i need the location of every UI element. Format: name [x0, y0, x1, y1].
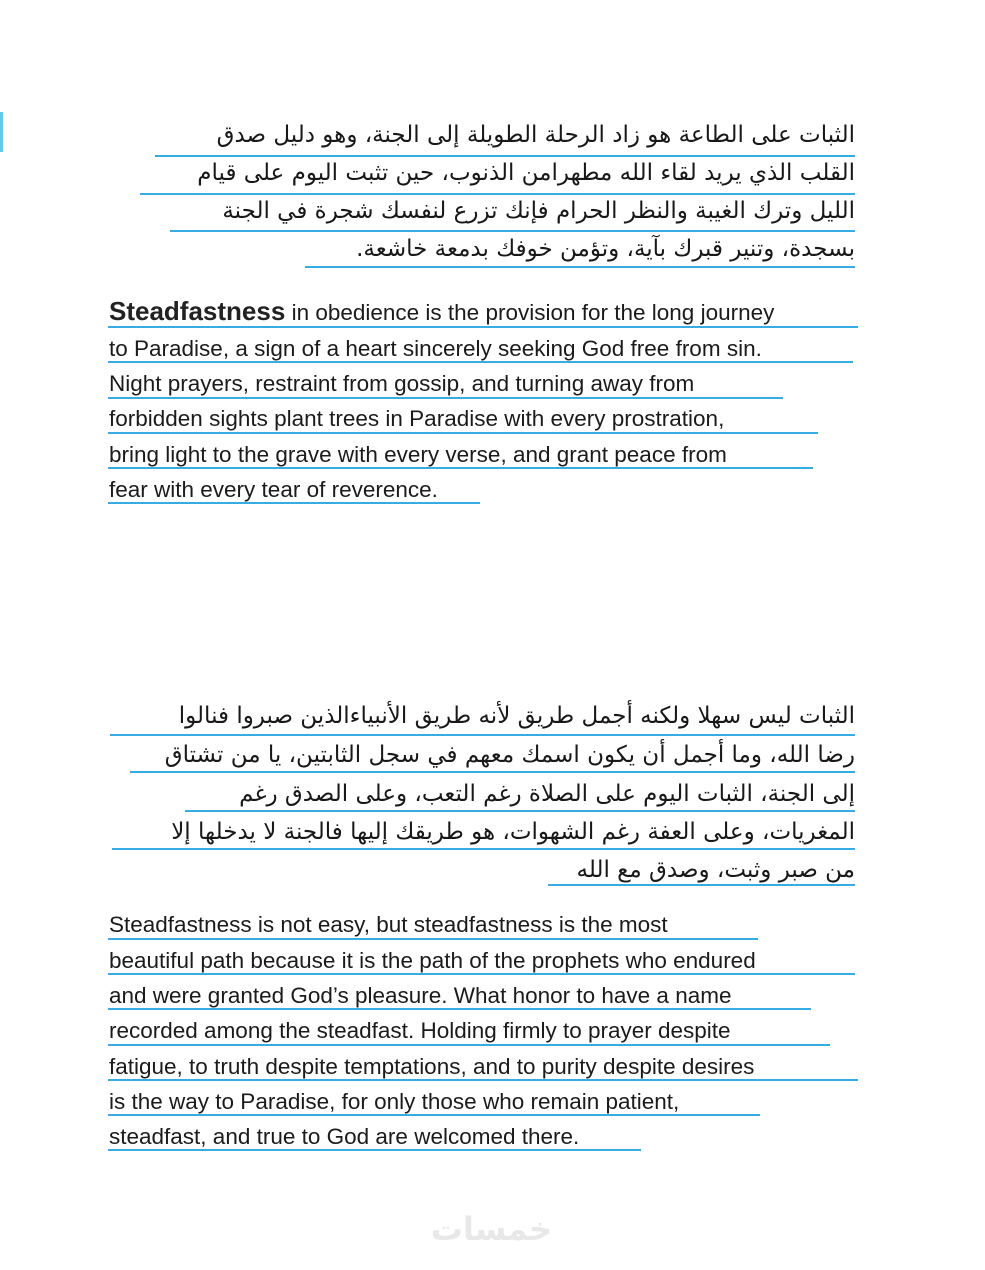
- highlight-underline: [108, 973, 855, 975]
- english-line: bring light to the grave with every verse, and grant peace from: [109, 442, 727, 467]
- highlight-underline: [548, 884, 855, 886]
- paragraph-lead-word: Steadfastness: [109, 296, 286, 326]
- english-line: Steadfastness in obedience is the provision for the long journey: [109, 296, 775, 326]
- english-line: is the way to Paradise, for only those who remain patient,: [109, 1089, 680, 1114]
- arabic-line: المغريات، وعلى العفة رغم الشهوات، هو طريقك إليها فالجنة لا يدخلها إلا: [171, 819, 855, 845]
- highlight-underline: [108, 1114, 760, 1116]
- highlight-underline: [108, 1044, 830, 1046]
- english-line: forbidden sights plant trees in Paradise with every prostration,: [109, 406, 725, 431]
- highlight-underline: [108, 1079, 858, 1081]
- english-line: recorded among the steadfast. Holding firmly to prayer despite: [109, 1018, 731, 1043]
- arabic-line: الثبات ليس سهلا ولكنه أجمل طريق لأنه طريق الأنبياءالذين صبروا فنالوا: [178, 703, 855, 729]
- highlight-underline: [155, 155, 855, 157]
- highlight-underline: [108, 361, 853, 363]
- highlight-underline: [108, 502, 480, 504]
- highlight-underline: [108, 1149, 641, 1151]
- arabic-line: بسجدة، وتنير قبرك بآية، وتؤمن خوفك بدمعة خاشعة.: [356, 236, 855, 262]
- english-line: fear with every tear of reverence.: [109, 477, 438, 502]
- english-line: to Paradise, a sign of a heart sincerely seeking God free from sin.: [109, 336, 762, 361]
- edge-marker: [0, 112, 3, 152]
- arabic-line: رضا الله، وما أجمل أن يكون اسمك معهم في سجل الثابتين، يا من تشتاق: [164, 742, 855, 768]
- arabic-line: القلب الذي يريد لقاء الله مطهرامن الذنوب، حين تثبت اليوم على قيام: [197, 160, 855, 186]
- highlight-underline: [170, 230, 855, 232]
- arabic-line: إلى الجنة، الثبات اليوم على الصلاة رغم التعب، وعلى الصدق رغم: [239, 781, 855, 807]
- arabic-line: من صبر وثبت، وصدق مع الله: [576, 857, 855, 883]
- english-line: Night prayers, restraint from gossip, and turning away from: [109, 371, 695, 396]
- highlight-underline: [112, 848, 855, 850]
- highlight-underline: [108, 467, 813, 469]
- english-line: fatigue, to truth despite temptations, and to purity despite desires: [109, 1054, 755, 1079]
- watermark-logo: خمسات: [430, 1210, 552, 1248]
- arabic-line: الثبات على الطاعة هو زاد الرحلة الطويلة إلى الجنة، وهو دليل صدق: [216, 122, 855, 148]
- english-line: and were granted God’s pleasure. What honor to have a name: [109, 983, 732, 1008]
- highlight-underline: [130, 771, 855, 773]
- highlight-underline: [305, 266, 855, 268]
- english-line: beautiful path because it is the path of the prophets who endured: [109, 948, 756, 973]
- highlight-underline: [140, 193, 855, 195]
- highlight-underline: [110, 734, 855, 736]
- highlight-underline: [108, 326, 858, 328]
- english-line: steadfast, and true to God are welcomed there.: [109, 1124, 580, 1149]
- highlight-underline: [108, 397, 783, 399]
- arabic-line: الليل وترك الغيبة والنظر الحرام فإنك تزرع لنفسك شجرة في الجنة: [222, 198, 855, 224]
- highlight-underline: [108, 1008, 811, 1010]
- highlight-underline: [108, 938, 758, 940]
- highlight-underline: [108, 432, 818, 434]
- english-line: Steadfastness is not easy, but steadfastness is the most: [109, 912, 668, 937]
- highlight-underline: [185, 810, 855, 812]
